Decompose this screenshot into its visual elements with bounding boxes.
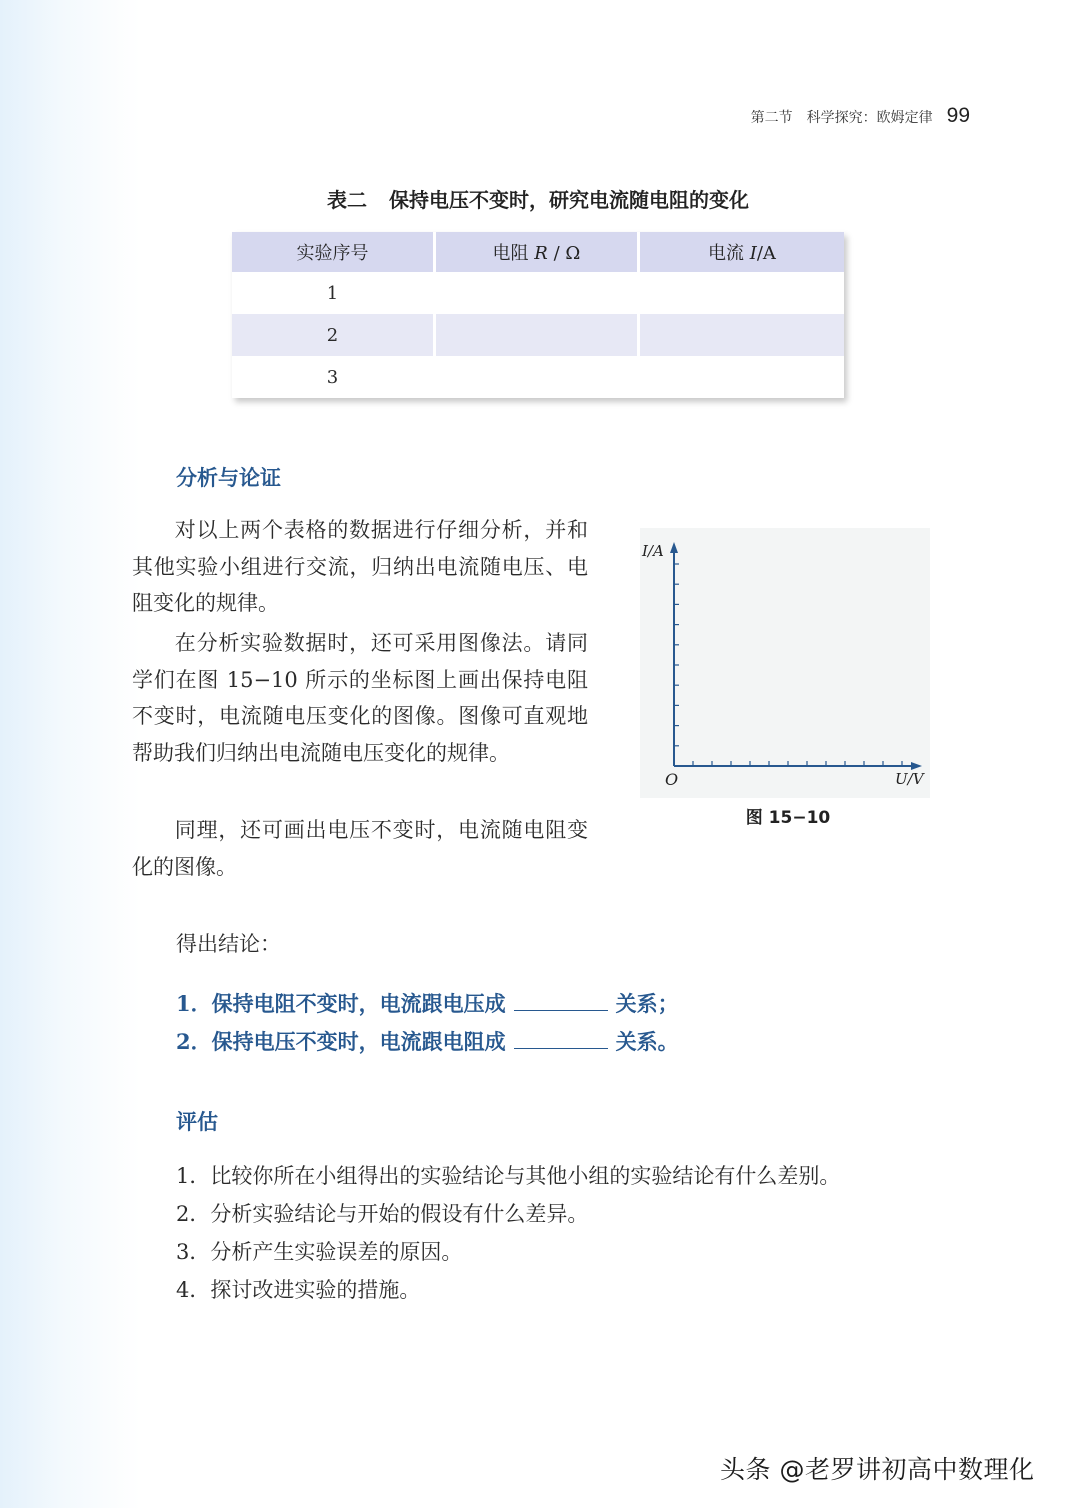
ticks: [674, 564, 902, 766]
table-row: [232, 272, 844, 314]
conclusion-text: 保持电阻不变时，电流跟电压成: [211, 991, 506, 1016]
x-axis-label: U/V: [895, 770, 924, 788]
page-number: 99: [946, 104, 970, 127]
header-resistance: 电阻 R / Ω: [436, 232, 640, 272]
answer-blank[interactable]: [514, 1030, 608, 1049]
origin-label: O: [665, 770, 679, 789]
cell-index: 1: [232, 272, 436, 314]
evaluation-item-4: 4．探讨改进实验的措施。: [176, 1278, 421, 1302]
table-number: 表二: [327, 188, 367, 212]
cell-current: [640, 272, 844, 314]
analysis-paragraph-3: 同理，还可画出电压不变时，电流随电阻变化的图像。: [132, 818, 588, 879]
conclusion-item-1: [176, 988, 679, 1018]
analysis-paragraph-2: 在分析实验数据时，还可采用图像法。请同学们在图 15−10 所示的坐标图上画出保持电阻不变时，电流随电压变化的图像。图像可直观地帮助我们归纳出电流随电压变化的规律。: [132, 631, 588, 765]
answer-blank[interactable]: [514, 992, 608, 1011]
conclusion-item-2: [176, 1026, 679, 1056]
coordinate-plot: [630, 528, 930, 798]
figure-caption: 图 15−10: [745, 808, 831, 828]
table-caption: [232, 184, 844, 213]
analysis-paragraph-1: 对以上两个表格的数据进行仔细分析，并和其他实验小组进行交流，归纳出电流随电压、电阻变化的规律。: [132, 518, 588, 615]
conclusion-text-after: 关系。: [615, 1029, 679, 1054]
header-trial-number: 实验序号: [232, 232, 436, 272]
cell-index: 2: [232, 314, 436, 356]
conclusion-number: 2．: [176, 1029, 212, 1054]
table-title: 保持电压不变时，研究电流随电阻的变化: [389, 188, 749, 212]
conclusion-text-after: 关系；: [615, 991, 679, 1016]
conclusion-text: 保持电压不变时，电流跟电阻成: [211, 1029, 506, 1054]
conclusion-intro: 得出结论：: [176, 932, 281, 956]
running-head: [700, 104, 970, 128]
table-header-row: [232, 232, 844, 272]
cell-resistance: [436, 314, 640, 356]
conclusion-number: 1．: [176, 991, 212, 1016]
analysis-heading: 分析与论证: [176, 465, 281, 490]
table-row: [232, 356, 844, 398]
data-table: [232, 232, 844, 398]
cell-resistance: [436, 272, 640, 314]
y-axis-arrow: [670, 542, 678, 553]
table-row: [232, 314, 844, 356]
cell-resistance: [436, 356, 640, 398]
cell-current: [640, 314, 844, 356]
evaluation-item-3: 3．分析产生实验误差的原因。: [176, 1240, 463, 1264]
section-title: 第二节 科学探究：欧姆定律: [750, 110, 933, 126]
cell-current: [640, 356, 844, 398]
evaluation-item-1: 1．比较你所在小组得出的实验结论与其他小组的实验结论有什么差别。: [176, 1164, 841, 1188]
evaluation-item-2: 2．分析实验结论与开始的假设有什么差异。: [176, 1202, 589, 1226]
cell-index: 3: [232, 356, 436, 398]
header-current: 电流 I/A: [640, 232, 844, 272]
x-axis-arrow: [911, 762, 922, 770]
y-axis-label: I/A: [642, 542, 664, 560]
evaluation-heading: 评估: [176, 1109, 218, 1134]
axes: [670, 542, 922, 770]
watermark: 头条 @老罗讲初高中数理化: [720, 1455, 1035, 1484]
